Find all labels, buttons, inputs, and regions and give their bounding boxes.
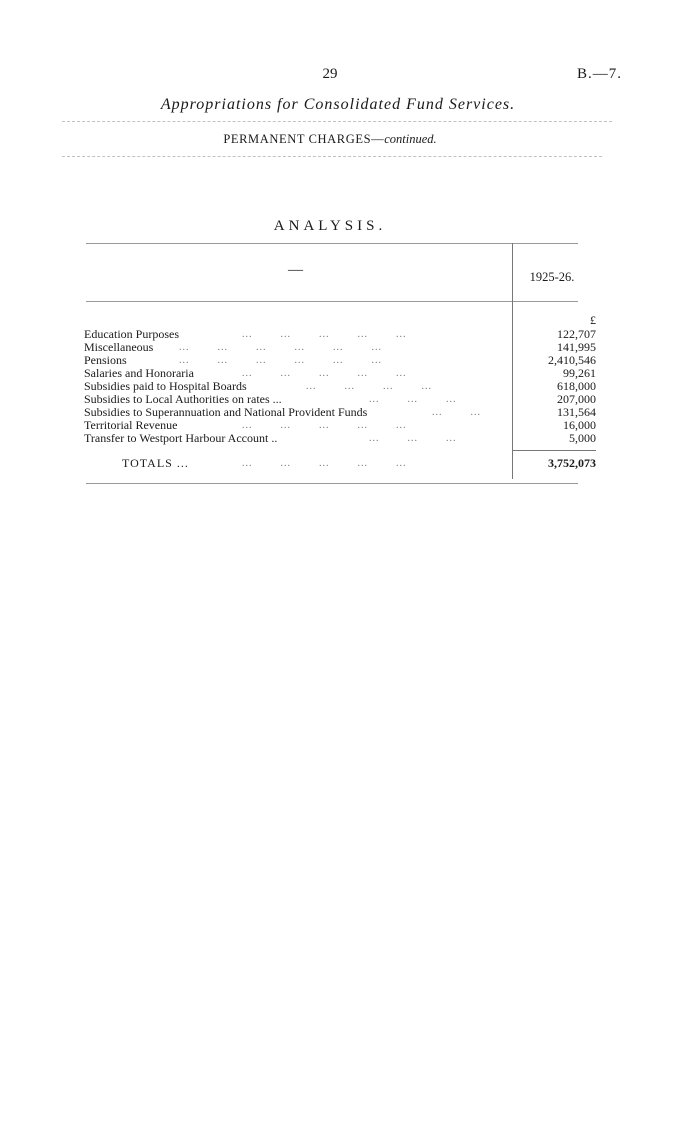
description-column-header: — [288,262,303,278]
dot-leader: ... ... ... [369,394,457,405]
row-value: 131,564 [557,405,596,419]
header-bottom-rule [86,301,578,302]
row-value: 5,000 [569,431,596,445]
row-value: 618,000 [557,379,596,393]
title-divider [62,121,612,122]
totals-rule [512,450,596,451]
table-row [84,432,604,445]
row-value: 122,707 [557,327,596,341]
table-bottom-rule [86,483,578,484]
row-label: Territorial Revenue [84,418,178,432]
table-row [84,341,604,354]
dot-leader: ... ... ... ... ... [242,368,407,379]
dot-leader: ... ... ... ... ... [242,420,407,431]
totals-label: TOTALS ... [122,456,189,470]
row-label: Subsidies to Superannuation and National Provident Funds [84,405,368,419]
dot-leader: ... ... ... ... [306,381,432,392]
page-subtitle [0,132,660,147]
row-value: 2,410,546 [548,353,596,367]
page-number: 29 [322,66,338,82]
subtitle-divider [62,156,602,157]
row-value: 141,995 [557,340,596,354]
row-value: 99,261 [563,366,596,380]
year-column-header: 1925-26. [529,270,575,284]
dot-leader: ... ... ... ... ... [242,458,407,469]
row-label: Subsidies paid to Hospital Boards [84,379,247,393]
dot-leader: ... ... ... ... ... ... [179,355,382,366]
analysis-title: ANALYSIS. [273,218,387,234]
dot-leader: ... ... ... ... ... [242,329,407,340]
row-label: Miscellaneous [84,340,154,354]
dot-leader: ... ... ... ... ... ... [179,342,382,353]
row-label: Transfer to Westport Harbour Account .. [84,431,278,445]
totals-value: 3,752,073 [548,456,596,470]
row-label: Subsidies to Local Authorities on rates ... [84,392,282,406]
dot-leader: ... ... [432,407,481,418]
row-value: 16,000 [563,418,596,432]
row-label: Pensions [84,353,127,367]
header-column-divider [512,243,513,301]
row-value: 207,000 [557,392,596,406]
document-reference: B.—7. [576,66,622,82]
totals-row [84,457,604,470]
row-label: Salaries and Honoraria [84,366,194,380]
page-title: Appropriations for Consolidated Fund Services. [160,96,516,113]
subtitle-continued: continued. [384,132,437,146]
currency-unit: £ [590,313,596,327]
table-row [84,328,604,341]
table-top-rule [86,243,578,244]
row-label: Education Purposes [84,327,179,341]
subtitle-main: PERMANENT CHARGES— [223,132,385,146]
dot-leader: ... ... ... [369,433,457,444]
